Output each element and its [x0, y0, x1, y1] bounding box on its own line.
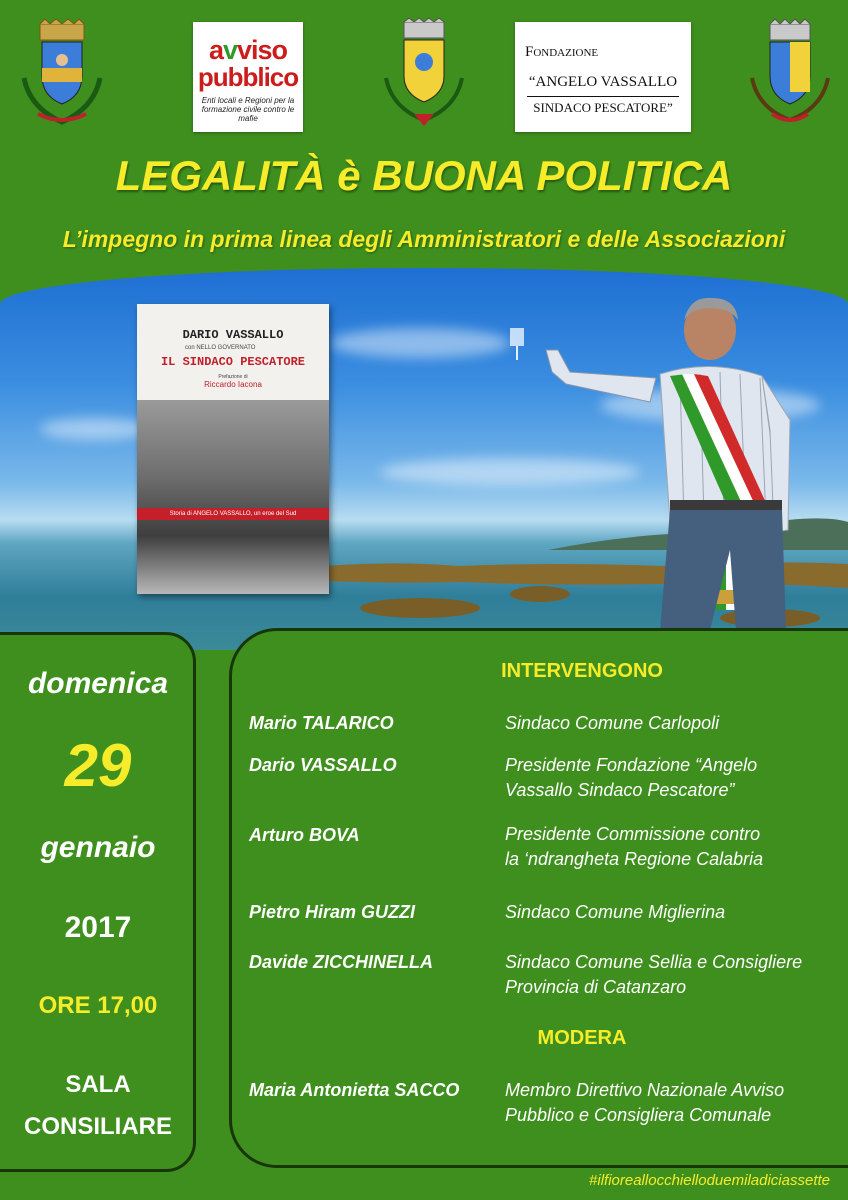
- event-title: LEGALITÀ è BUONA POLITICA: [115, 152, 733, 199]
- event-day-name: domenica: [27, 667, 169, 700]
- event-venue: CONSILIARE: [23, 1113, 172, 1140]
- event-month: gennaio: [40, 831, 156, 864]
- mayor-photo: [500, 290, 800, 630]
- speakers-heading: INTERVENGONO: [501, 660, 663, 682]
- speaker-name: Pietro Hiram GUZZI: [249, 902, 416, 922]
- event-time: ORE 17,00: [38, 992, 158, 1019]
- speaker-role: Presidente Fondazione “Angelo Vassallo Sindaco Pescatore”: [505, 755, 758, 800]
- event-year: 2017: [64, 911, 132, 944]
- event-venue: SALA: [65, 1071, 131, 1098]
- speakers-panel: [229, 628, 848, 1168]
- hashtag: #ilfioreallocchielloduemiladiciassette: [589, 1172, 830, 1189]
- moderator-role: Membro Direttivo Nazionale Avviso Pubblico e Consigliera Comunale: [505, 1080, 785, 1125]
- speaker-role: Presidente Commissione contro la ‘ndrangheta Regione Calabria: [505, 824, 764, 869]
- event-subtitle: L’impegno in prima linea degli Amministratori e delle Associazioni: [62, 226, 786, 252]
- book-cover: DARIO VASSALLO con NELLO GOVERNATO IL SINDACO PESCATORE Prefazione di Riccardo Iacona Storia di ANGELO VASSALLO, un eroe del Sud: [137, 304, 329, 594]
- event-date-panel: [0, 632, 196, 1172]
- speaker-role: Sindaco Comune Miglierina: [505, 902, 726, 922]
- speaker-name: Davide ZICCHINELLA: [249, 952, 434, 972]
- fondazione-vassallo-logo: Fondazione “ANGELO VASSALLO SINDACO PESCATORE”: [515, 22, 691, 132]
- moderator-name: Maria Antonietta SACCO: [249, 1080, 460, 1100]
- municipal-crest-icon: [742, 18, 838, 130]
- speaker-role: Sindaco Comune Sellia e Consigliere Provincia di Catanzaro: [505, 952, 803, 997]
- speaker-name: Dario VASSALLO: [249, 755, 397, 775]
- municipal-crest-icon: [14, 18, 110, 130]
- municipal-crest-icon: [376, 18, 472, 130]
- speaker-name: Arturo BOVA: [249, 825, 360, 845]
- speaker-name: Mario TALARICO: [249, 713, 394, 733]
- speaker-role: Sindaco Comune Carlopoli: [505, 713, 720, 733]
- event-day-number: 29: [64, 732, 132, 799]
- moderator-heading: MODERA: [537, 1027, 627, 1049]
- avviso-pubblico-logo: avviso pubblico Enti locali e Regioni per la formazione civile contro le mafie: [193, 22, 303, 132]
